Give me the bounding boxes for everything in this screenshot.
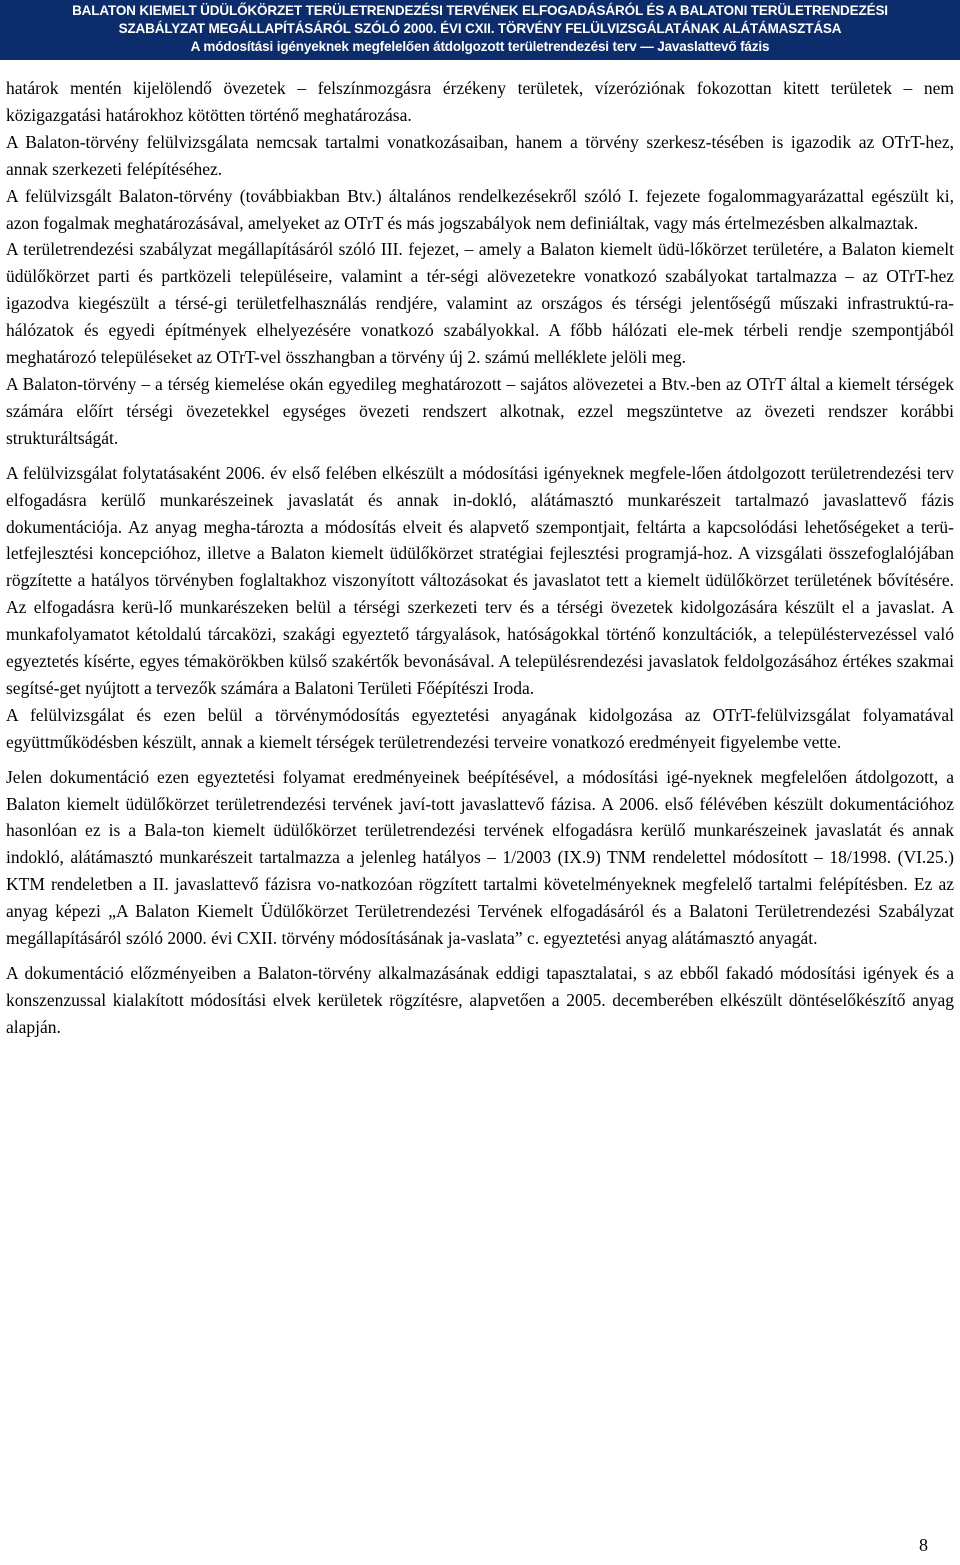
document-header	[0, 0, 960, 60]
header-line-3: A módosítási igényeknek megfelelően átdolgozott területrendezési terv — Javaslattevő fázis	[190, 39, 770, 54]
paragraph: A felülvizsgált Balaton-törvény (továbbiakban Btv.) általános rendelkezésekről szóló I. fejezete fogalommagyarázattal egészült ki, azon fogalmak meghatározásával, amelyeket az OTrT és más jogszabályok nem definiáltak, vagy más értelmezésben alkalmaztak.	[6, 185, 954, 233]
paragraph: A felülvizsgálat és ezen belül a törvénymódosítás egyeztetési anyagának kidolgozása az OTrT-felülvizsgálat folyamatával együttműködésben készült, annak a kiemelt térségek területrendezési terveire vonatkozó eredményeit figyelembe vette.	[6, 704, 954, 752]
document-body	[6, 75, 954, 1041]
paragraph: A Balaton-törvény felülvizsgálata nemcsak tartalmi vonatkozásaiban, hanem a törvény szerkesz-tésében is igazodik az OTrT-hez, annak szerkezeti felépítéséhez.	[6, 131, 954, 179]
paragraph: A területrendezési szabályzat megállapításáról szóló III. fejezet, – amely a Balaton kiemelt üdü-lőkörzet területére, a Balaton kiemelt üdülőkörzet parti és partközeli településeire, valamint a tér-ségi alövezetekre vonatkozó szabályokat tartalmazza – az OTrT-hez igazodva kiegészült a térsé-gi területfelhasználás rendjére, valamint az országos és térségi jelentőségű műszaki infrastruktú-ra-hálózatok és egyedi építmények elhelyezésére vonatkozó szabályokkal. A főbb hálózati ele-mek térbeli rendje szempontjából meghatározó településeket az OTrT-vel összhangban a törvény új 2. számú melléklete jelöli meg.	[6, 239, 954, 368]
header-line-2: SZABÁLYZAT MEGÁLLAPÍTÁSÁRÓL SZÓLÓ 2000. ÉVI CXII. TÖRVÉNY FELÜLVIZSGÁLATÁNAK ALÁTÁMASZTÁSA	[118, 21, 842, 36]
paragraph: A felülvizsgálat folytatásaként 2006. év első felében elkészült a módosítási igényeknek megfele-lően átdolgozott területrendezési terv elfogadásra kerülő munkarészeinek javaslatát és annak in-dokló, alátámasztó munkarészeit tartalmazó javaslattevő fázis dokumentációja. Az anyag megha-tározta a módosítás elveit és alapvető szempontjait, feltárta a kapcsolódási lehetőségeket a terü-letfejlesztési koncepcióhoz, illetve a Balaton kiemelt üdülőkörzet stratégiai fejlesztési programjá-hoz. A vizsgálati összefoglalójában rögzítette a hatályos törvényben foglaltakhoz viszonyított változásokat és javaslatot tett a kiemelt üdülőkörzet területének bővítésére. Az elfogadásra kerü-lő munkarészeken belül a térségi szerkezeti terv és a térségi övezetek kidolgozására készült el a javaslat. A munkafolyamatot kétoldalú tárcaközi, szakági egyeztető tárgyalások, hatóságokkal történő konzultációk, a településtervezéssel való egyeztetés kísérte, egyes témakörökben külső szakértők bevonásával. A településrendezési javaslatok feldolgozásához értékes szakmai segítsé-get nyújtott a tervezők számára a Balatoni Területi Főépítészi Iroda.	[6, 462, 954, 698]
paragraph: A dokumentáció előzményeiben a Balaton-törvény alkalmazásának eddigi tapasztalatai, s az ebből fakadó módosítási igények és a konszenzussal kialakított módosítási elvek kerületek rögzítésre, alapvetően a 2005. decemberében elkészült döntéselőkészítő anyag alapján.	[6, 963, 954, 1037]
paragraph: A Balaton-törvény – a térség kiemelése okán egyedileg meghatározott – sajátos alövezetei a Btv.-ben az OTrT által a kiemelt térségek számára előírt térségi övezetekkel egységes övezeti rendszert alkotnak, ezzel megszüntetve az övezeti rendszer korábbi strukturáltságát.	[6, 373, 954, 448]
paragraph: Jelen dokumentáció ezen egyeztetési folyamat eredményeinek beépítésével, a módosítási igé-nyeknek megfelelően átdolgozott, a Balaton kiemelt üdülőkörzet területrendezési tervének javí-tott javaslattevő fázisa. A 2006. első félévében készült dokumentációhoz hasonlóan ez is a Bala-ton kiemelt üdülőkörzet területrendezési tervének elfogadásra kerülő munkarészeinek javaslatát és annak indokló, alátámasztó munkarészeit tartalmazza a jelenleg hatályos – 1/2003 (IX.9) TNM rendelettel módosított – 18/1998. (VI.25.) KTM rendeletben a II. javaslattevő fázisra vo-natkozóan rögzített tartalmi követelményeknek megfelelő tartalmi felépítésben. Ez az anyag képezi „A Balaton Kiemelt Üdülőkörzet Területrendezési Tervének elfogadásáról és a Balatoni Területrendezési Szabályzat megállapításáról szóló 2000. évi CXII. törvény módosításának ja-vaslata” c. egyeztetési anyag alátámasztó anyagát.	[6, 766, 954, 949]
paragraph: határok mentén kijelölendő övezetek – felszínmozgásra érzékeny területek, vízeróziónak fokozottan kitett területek – nem közigazgatási határokhoz kötötten történő meghatározása.	[6, 78, 954, 125]
page-number: 8	[919, 1535, 928, 1555]
header-line-1: BALATON KIEMELT ÜDÜLŐKÖRZET TERÜLETRENDEZÉSI TERVÉNEK ELFOGADÁSÁRÓL ÉS A BALATONI TERÜLETRENDEZÉSI	[72, 3, 888, 18]
